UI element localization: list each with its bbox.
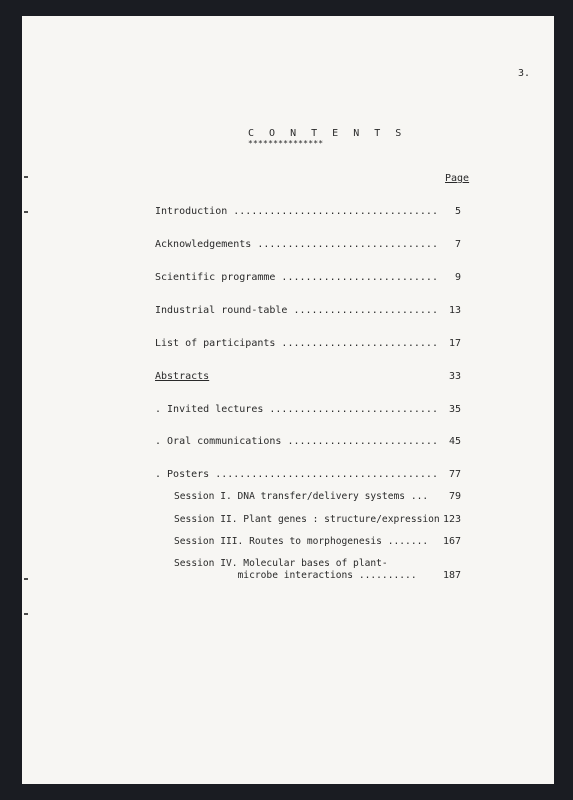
toc-entry-label: Introduction .................................. [155, 206, 438, 217]
toc-entry-label: Scientific programme .......................... [155, 272, 438, 283]
toc-entry-page: 187 [442, 570, 461, 581]
toc-section-heading: Abstracts [155, 371, 210, 382]
toc-entry-page: 45 [448, 436, 461, 447]
toc-entry-label: . Oral communications ......................... [155, 436, 438, 447]
toc-entry-page: 13 [448, 305, 461, 316]
toc-entry-page: 9 [454, 272, 461, 283]
toc-subentry-label: Session II. Plant genes : structure/expression [174, 514, 440, 525]
toc-entry-page: 79 [448, 491, 461, 502]
toc-entry-label: . Posters ..................................... [155, 469, 438, 480]
toc-entry-label: . Invited lectures ............................ [155, 404, 438, 415]
toc-subentry-label: Session I. DNA transfer/delivery systems ... [174, 491, 429, 502]
title-underline-stars: *************** [248, 139, 324, 148]
toc-entry-page: 17 [448, 338, 461, 349]
toc-subentry-label: microbe interactions .......... [174, 570, 417, 581]
toc-entry-page: 5 [454, 206, 461, 217]
toc-entry-page: 167 [442, 536, 461, 547]
toc-entry-page: 123 [442, 514, 461, 525]
scan-mark [24, 613, 28, 615]
page-column-heading: Page [445, 173, 470, 184]
toc-entry-page: 77 [448, 469, 461, 480]
toc-subentry-label: Session III. Routes to morphogenesis ....... [174, 536, 429, 547]
toc-entry-page: 7 [454, 239, 461, 250]
contents-title: C O N T E N T S [248, 128, 406, 139]
scan-mark [24, 211, 28, 213]
toc-entry-page: 35 [448, 404, 461, 415]
page-number: 3. [518, 68, 531, 79]
toc-entry-label: List of participants .......................... [155, 338, 438, 349]
toc-entry-label: Acknowledgements .............................. [155, 239, 438, 250]
toc-entry-page: 33 [448, 371, 461, 382]
scan-mark [24, 176, 28, 178]
toc-subentry-label: Session IV. Molecular bases of plant- [174, 558, 388, 569]
toc-entry-label: Industrial round-table ........................ [155, 305, 438, 316]
scan-mark [24, 578, 28, 580]
